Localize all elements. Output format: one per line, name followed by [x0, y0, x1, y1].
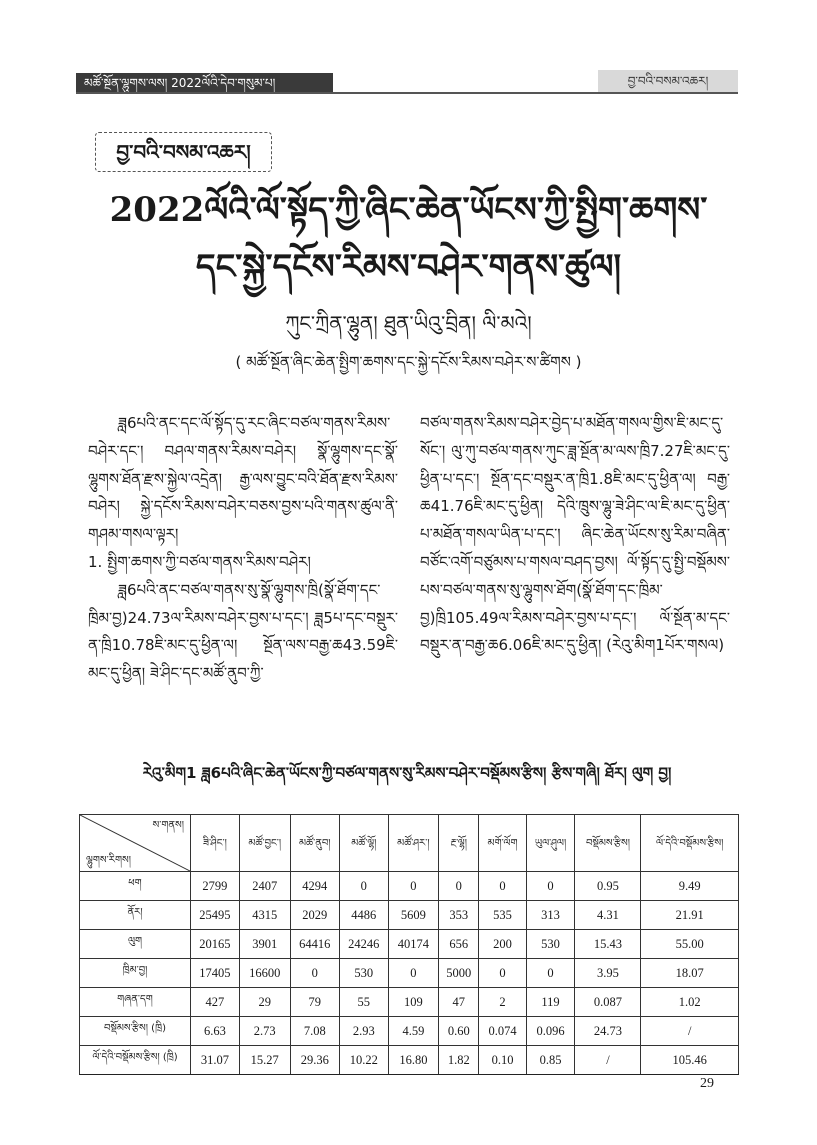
table-cell: 0.85 [526, 1046, 575, 1075]
table-cell: 1.82 [439, 1046, 479, 1075]
paragraph: ཟླ6པའི་ནང་དང་ལོ་སྟོད་དུ་རང་ཞིང་བཙལ་གནས་རིམས་བཤེར་དང་། བཤལ་གནས་རིམས་བཤེར། སྣོ་ལྷུགས་དང་སྣོ་ལྷུགས་ཐོན་རྫས་སྐྱེལ་འདྲེན། རྒྱ་ལས་བྱུང་བའི་ཐོན་རྫས་རིམས་བཤེར། སྐྱེ་དངོས་རིམས་བཤེར་བཅས་བྱས་པའི་གནས་ཚུལ་ནི་གཤམ་གསལ་ལྟར། [88, 414, 398, 544]
table-cell: 2.73 [239, 1017, 290, 1046]
table-cell: 15.43 [575, 930, 641, 959]
column-header: བསྡོམས་རྩིས། [575, 815, 641, 872]
column-header: ཟི་ཤིང་། [191, 815, 240, 872]
table-cell: 7.08 [290, 1017, 339, 1046]
table-cell: 3901 [239, 930, 290, 959]
table-cell: 0 [339, 872, 388, 901]
table-cell: 0 [479, 872, 526, 901]
table-cell: 4.31 [575, 901, 641, 930]
table-cell: 2029 [290, 901, 339, 930]
table-row [80, 988, 739, 1017]
table-cell: 0.087 [575, 988, 641, 1017]
page-number: 29 [700, 1076, 714, 1091]
table-cell: 535 [479, 901, 526, 930]
table-cell: 16.80 [388, 1046, 438, 1075]
column-header: ལོ་དེའི་བསྡོམས་རྩིས། [641, 815, 739, 872]
table-cell: 530 [526, 930, 575, 959]
table-cell: 15.27 [239, 1046, 290, 1075]
table-cell: 6.63 [191, 1017, 240, 1046]
table-cell: 10.22 [339, 1046, 388, 1075]
table-cell: 40174 [388, 930, 438, 959]
column-header: མཚོ་ལྷོ། [339, 815, 388, 872]
table-cell: 25495 [191, 901, 240, 930]
article-title-line-2: དང་སྐྱེ་དངོས་རིམས་བཤེར་གནས་ཚུལ། [195, 247, 622, 287]
row-label: ཕག [80, 872, 191, 901]
table-cell: 313 [526, 901, 575, 930]
table-cell: 656 [439, 930, 479, 959]
table-cell: 47 [439, 988, 479, 1017]
column-header: ཡུལ་ཤུལ། [526, 815, 575, 872]
table-cell: / [641, 1017, 739, 1046]
column-header: མཚོ་ནུབ། [290, 815, 339, 872]
table-cell: 0.60 [439, 1017, 479, 1046]
journal-header: མཚོ་སྔོན་ལྷུགས་ལས། 2022ལོའི་དེབ་གསུམ་པ། [76, 73, 333, 93]
section-heading: 1. སྤྱིག་ཆགས་ཀྱི་བཙལ་གནས་རིམས་བཤེར། [88, 552, 311, 571]
column-header: མཚོ་ཤར་། [388, 815, 438, 872]
table-cell: 109 [388, 988, 438, 1017]
row-label: བསྡོམས་རྩིས། (ཁྲི) [80, 1017, 191, 1046]
table-cell: 29.36 [290, 1046, 339, 1075]
table-cell: 4.59 [388, 1017, 438, 1046]
table-cell: 2407 [239, 872, 290, 901]
table-cell: 24.73 [575, 1017, 641, 1046]
corner-label-category: ལྷུགས་རིགས། [86, 855, 131, 866]
article-authors: ཀུང་ཀྲིན་ལྷུན། ཐུན་ཡིའུ་བྲིན། ལི་མའེ། [285, 311, 532, 335]
table-cell: 105.46 [641, 1046, 739, 1075]
table-cell: 2 [479, 988, 526, 1017]
table-corner-cell [80, 815, 191, 872]
table-row [80, 901, 739, 930]
table-cell: 0 [290, 959, 339, 988]
table-cell: 55.00 [641, 930, 739, 959]
table-cell: 31.07 [191, 1046, 240, 1075]
table-cell: 3.95 [575, 959, 641, 988]
table-cell: 64416 [290, 930, 339, 959]
corner-label-region: ས་གནས། [152, 820, 184, 831]
article-affiliation: ( མཚོ་སྔོན་ཞིང་ཆེན་སྤྱིག་ཆགས་དང་སྐྱེ་དངོས་རིམས་བཤེར་ས་ཚིགས ) [235, 353, 582, 371]
table-cell: 0 [479, 959, 526, 988]
row-label: ལུག [80, 930, 191, 959]
paragraph: བཙལ་གནས་རིམས་བཤེར་བྱེད་པ་མཐོན་གསལ་གྱིས་ཇི་མང་དུ་སོང་། ལུ་ཀུ་བཙལ་གནས་ཀུང་ཟླ་སྔོན་མ་ལས་ཁྲི7.27ཇི་མང་དུ་ཕྱིན་པ་དང་། སྔོན་དང་བསྡུར་ན་ཁྲི1.8ཇི་མང་དུ་ཕྱིན་ལ། བརྒྱ་ཆ41.76ཇི་མང་དུ་ཕྱིན། དེའི་ཁྲུས་ལྷུ་ཟེ་ཤིང་ལ་ཇི་མང་དུ་ཕྱིན་པ་མཐོན་གསལ་ཡིན་པ་དང་། ཞིང་ཆེན་ཡོངས་སུ་རིམ་བཞིན་བཙོང་འགོ་བཙུམས་པ་གསལ་བཤད་བྱས། ལོ་སྟོད་དུ་སྤྱི་བསྡོམས་པས་བཙལ་གནས་སུ་ལྷུགས་ཐོག(སྣོ་ཐོག་དང་ཁྲིམ་བྱ)ཁྲི105.49ལ་རིམས་བཤེར་བྱས་པ་དང་། ལོ་སྔོན་མ་དང་བསྡུར་ན་བརྒྱ་ཆ6.06ཇི་མང་དུ་ཕྱིན། (རེའུ་མིག1པོར་གསལ) [420, 414, 730, 655]
table-cell: 24246 [339, 930, 388, 959]
table-header-row [80, 815, 739, 872]
header-rule [76, 92, 738, 94]
table-cell: 1.02 [641, 988, 739, 1017]
table-cell: 0.95 [575, 872, 641, 901]
table-cell: 0.096 [526, 1017, 575, 1046]
table-cell: 530 [339, 959, 388, 988]
table-cell: 20165 [191, 930, 240, 959]
table-cell: 4315 [239, 901, 290, 930]
table-cell: 79 [290, 988, 339, 1017]
table-cell: 427 [191, 988, 240, 1017]
table-cell: 9.49 [641, 872, 739, 901]
table-cell: 2.93 [339, 1017, 388, 1046]
table-caption: རེའུ་མིག1 ཟླ6པའི་ཞིང་ཆེན་ཡོངས་ཀྱི་བཙལ་གནས་སུ་རིམས་བཤེར་བསྡོམས་རྩིས། རྩིས་གཞི། ཐོར། ལུག བྱ། [142, 764, 672, 782]
table-row [80, 1046, 739, 1075]
section-header: བྱ་བའི་བསམ་འཆར། [598, 70, 738, 92]
table-cell: 353 [439, 901, 479, 930]
row-label: ལོ་དེའི་བསྡོམས་རྩིས། (ཁྲི) [80, 1046, 191, 1075]
column-header: རྔ་ལྷོ། [439, 815, 479, 872]
table-cell: 0.10 [479, 1046, 526, 1075]
table-cell: 5609 [388, 901, 438, 930]
table-cell: 21.91 [641, 901, 739, 930]
table-cell: 18.07 [641, 959, 739, 988]
column-header: མགོ་ལོག [479, 815, 526, 872]
table-cell: / [575, 1046, 641, 1075]
row-label: ནོར། [80, 901, 191, 930]
table-cell: 0 [526, 872, 575, 901]
table-row [80, 1017, 739, 1046]
table-cell: 119 [526, 988, 575, 1017]
table-row [80, 930, 739, 959]
table-cell: 0 [388, 959, 438, 988]
table-cell: 4294 [290, 872, 339, 901]
body-column-right [420, 410, 730, 660]
table-row [80, 959, 739, 988]
table-cell: 55 [339, 988, 388, 1017]
section-tag: བྱ་བའི་བསམ་འཆར། [95, 132, 272, 172]
table-cell: 29 [239, 988, 290, 1017]
table-cell: 0 [388, 872, 438, 901]
table-row [80, 872, 739, 901]
table-cell: 0.074 [479, 1017, 526, 1046]
data-table [79, 814, 739, 1075]
table-cell: 0 [526, 959, 575, 988]
table-cell: 4486 [339, 901, 388, 930]
article-title-line-1: 2022ལོའི་ལོ་སྟོད་ཀྱི་ཞིང་ཆེན་ཡོངས་ཀྱི་སྤྱིག་ཆགས་ [109, 190, 708, 230]
table-cell: 2799 [191, 872, 240, 901]
table-cell: 17405 [191, 959, 240, 988]
row-label: ཁྲིམ་བྱ། [80, 959, 191, 988]
table-cell: 0 [439, 872, 479, 901]
paragraph: ཟླ6པའི་ནང་བཙལ་གནས་སུ་སྣོ་ལྷུགས་ཁྲི(སྣོ་ཐོག་དང་ཁྲིམ་བྱ)24.73ལ་རིམས་བཤེར་བྱས་པ་དང་། ཟླ5པ་དང་བསྡུར་ན་ཁྲི10.78ཇི་མང་དུ་ཕྱིན་ལ། སྔོན་ལས་བརྒྱ་ཆ43.59ཇི་མང་དུ་ཕྱིན། ཟེ་ཤིང་དང་མཚོ་ནུབ་ཀྱི་ [88, 580, 398, 683]
table-cell: 5000 [439, 959, 479, 988]
table-cell: 200 [479, 930, 526, 959]
row-label: གཞན་དག [80, 988, 191, 1017]
body-column-left [88, 410, 398, 688]
column-header: མཚོ་བྱང་། [239, 815, 290, 872]
table-cell: 16600 [239, 959, 290, 988]
